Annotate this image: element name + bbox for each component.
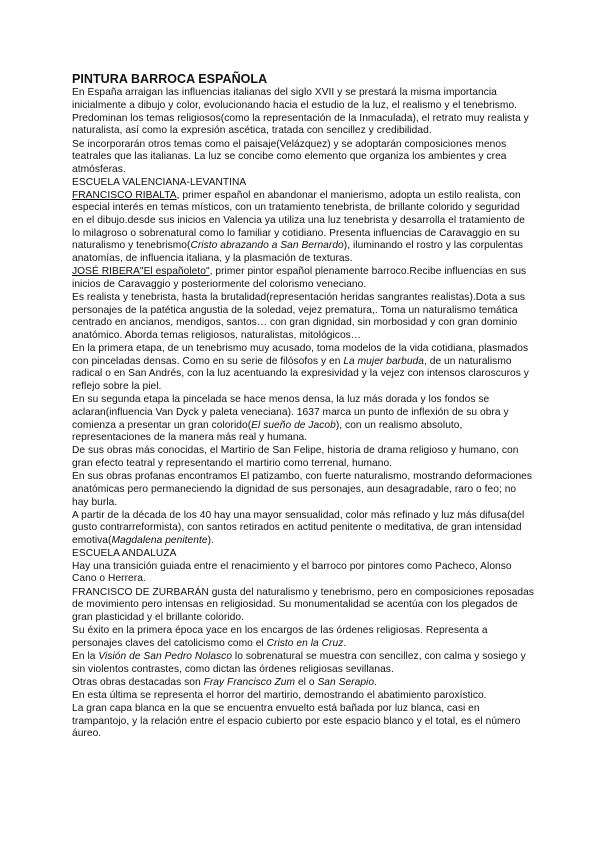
decada-text-a: A partir de la década de los 40 hay una mayor sensualidad, color más refinado y luz más difusa(del gusto contrarreformista), con santos retirados en actitud penitente o meditativa, de gran intensidad emotiva( <box>72 509 525 546</box>
section-heading-andaluza: ESCUELA ANDALUZA <box>72 548 177 560</box>
zurbaran-paragraph: FRANCISCO DE ZURBARÁN gusta del naturalismo y tenebrismo, pero en composiciones reposadas de movimiento pero intensas en religiosidad. Su monumentalidad se acentúa con los plegados de gran plasticidad y el brillante colorido. <box>72 586 534 623</box>
document-title: PINTURA BARROCA ESPAÑOLA <box>72 72 268 86</box>
work-san-serapio: San Serapio <box>317 676 375 688</box>
vision-text-a: En la <box>72 650 99 662</box>
ribera-profanas-paragraph: En sus obras profanas encontramos El patizambo, con fuerte naturalismo, mostrando deformaciones anatómicas pero permaneciendo la dignidad de sus personajes, aun desagradable, raro o feo; no hay burla. <box>72 471 533 508</box>
work-mujer-barbuda: La mujer barbuda <box>343 355 424 367</box>
ribalta-work-title: Cristo abrazando a San Bernardo <box>190 240 344 252</box>
intro-paragraph-1: En España arraigan las influencias italianas del siglo XVII y se prestará la misma importancia inicialmente a dibujo y color, evolucionando hacia el estudio de la luz, el realismo y el tenebrismo. <box>72 87 518 111</box>
work-magdalena-penitente: Magdalena penitente <box>111 534 208 546</box>
ribalta-text-a: , primer español en abandonar el manierismo, adopta un estilo realista, con especial interés en temas místicos, con un tratamiento tenebrista, de brillante colorido y seguridad en el dibujo.desde sus inicios en Valencia ya utiliza una luz tenebrista y desarrolla el tratamiento de lo milagroso o sobrenatural como lo familiar y cotidiano. Presenta influencias de Caravaggio en su naturalismo y tenebrismo( <box>72 189 525 252</box>
ribera-conocidas-paragraph: De sus obras más conocidas, el Martirio de San Felipe, historia de drama religioso y humano, con gran efecto teatral y representando el martirio como terrenal, humano. <box>72 445 519 470</box>
zurbaran-otras-paragraph <box>72 677 534 690</box>
decada-text-b: ). <box>207 534 214 546</box>
ribera-decada-paragraph <box>72 510 534 548</box>
zurbaran-exito-paragraph <box>72 625 534 650</box>
exito-text-a: Su éxito en la primera época yace en los encargos de las órdenes religiosas. Representa a personajes claves del catolicismo como el <box>72 625 488 649</box>
otras-text-c: . <box>374 676 377 688</box>
section-heading-valenciana: ESCUELA VALENCIANA-LEVANTINA <box>72 177 247 189</box>
ribera-primera-etapa-paragraph <box>72 343 534 394</box>
ribera-name: JOSÉ RIBERA"El españoleto" <box>72 266 210 278</box>
zurbaran-vision-paragraph <box>72 651 534 676</box>
zurbaran-capa-paragraph: La gran capa blanca en la que se encuentra envuelto está bañada por luz blanca, casi en trampantojo, y la relación entre el espacio cubierto por este espacio blanco y el total, es el número áureo. <box>72 703 521 740</box>
work-sueno-jacob: El sueño de Jacob <box>251 419 336 431</box>
work-vision-nolasco: Visión de San Pedro Nolasco <box>98 650 233 662</box>
work-fray-francisco: Fray Francisco Zum <box>203 676 296 688</box>
otras-text-a: Otras obras destacadas son <box>72 676 204 688</box>
intro-paragraph-3: Se incorporarán otros temas como el paisaje(Velázquez) y se adoptarán composiciones menos teatrales que las italianas. La luz se concibe como elemento que organiza los ambientes y crea atmósferas. <box>72 138 507 175</box>
document-page <box>72 72 534 741</box>
segunda-text-a: En su segunda etapa la pincelada se hace menos densa, la luz más dorada y los fondos se aclaran(influencia Van Dyck y paleta veneciana). 1637 marca un punto de inflexión de su obra y comienza a presentar un gran colorido( <box>72 394 509 431</box>
intro-paragraph-2: Predominan los temas religiosos(como la representación de la Inmaculada), el retrato muy realista y naturalista, así como la expresión ascética, tratada con sencillez y credibilidad. <box>72 112 529 137</box>
exito-text-b: . <box>343 637 347 649</box>
segunda-text-b: ), con un realismo absoluto, representaciones de la manera más real y humana. <box>72 419 463 444</box>
ribalta-text-b: ), iluminando el rostro y las corpulentas anatomías, de influencia italiana, y la plasmación de texturas. <box>72 240 524 265</box>
ribalta-name: FRANCISCO RIBALTA <box>72 189 177 201</box>
vision-text-b: lo sobrenatural se muestra con sencillez, con calma y sosiego y sin violentos contrastes, como dictan las órdenes religiosas sevillanas. <box>72 650 526 675</box>
andaluza-transicion-paragraph: Hay una transición guiada entre el renacimiento y el barroco por pintores como Pacheco, Alonso Cano o Herrera. <box>72 560 512 585</box>
zurbaran-ultima-paragraph: En esta última se representa el horror del martirio, demostrando el abatimiento paroxístico. <box>72 689 487 701</box>
otras-text-b: el o <box>295 676 318 688</box>
primera-text-b: , de un naturalismo radical o en San Andrés, con la luz acentuando la expresividad y la vejez con intensos claroscuros y reflejo sobre la piel. <box>72 355 529 393</box>
ribalta-paragraph <box>72 190 534 266</box>
ribera-realista-paragraph: Es realista y tenebrista, hasta la brutalidad(representación heridas sangrantes realistas).Dota a sus personajes de la patética angustia de la soledad, vejez prematura,. Toma un naturalismo temática centrado en ancianos, mendigos, santos… con gran dignidad, sin morbosidad y con gran dominio anatómico. Aborda temas religiosos, naturalistas, mitológicos… <box>72 292 525 341</box>
ribera-paragraph <box>72 266 534 291</box>
work-cristo-cruz: Cristo en la Cruz <box>266 637 344 649</box>
primera-text-a: En la primera etapa, de un tenebrismo muy acusado, toma modelos de la vida cotidiana, plasmados con pinceladas densas. Como en su serie de filósofos y en <box>72 343 529 367</box>
ribera-text: , primer pintor español plenamente barroco.Recibe influencias en sus inicios de Caravaggio y posteriormente del colorismo veneciano. <box>72 266 527 290</box>
ribera-segunda-etapa-paragraph <box>72 394 534 445</box>
